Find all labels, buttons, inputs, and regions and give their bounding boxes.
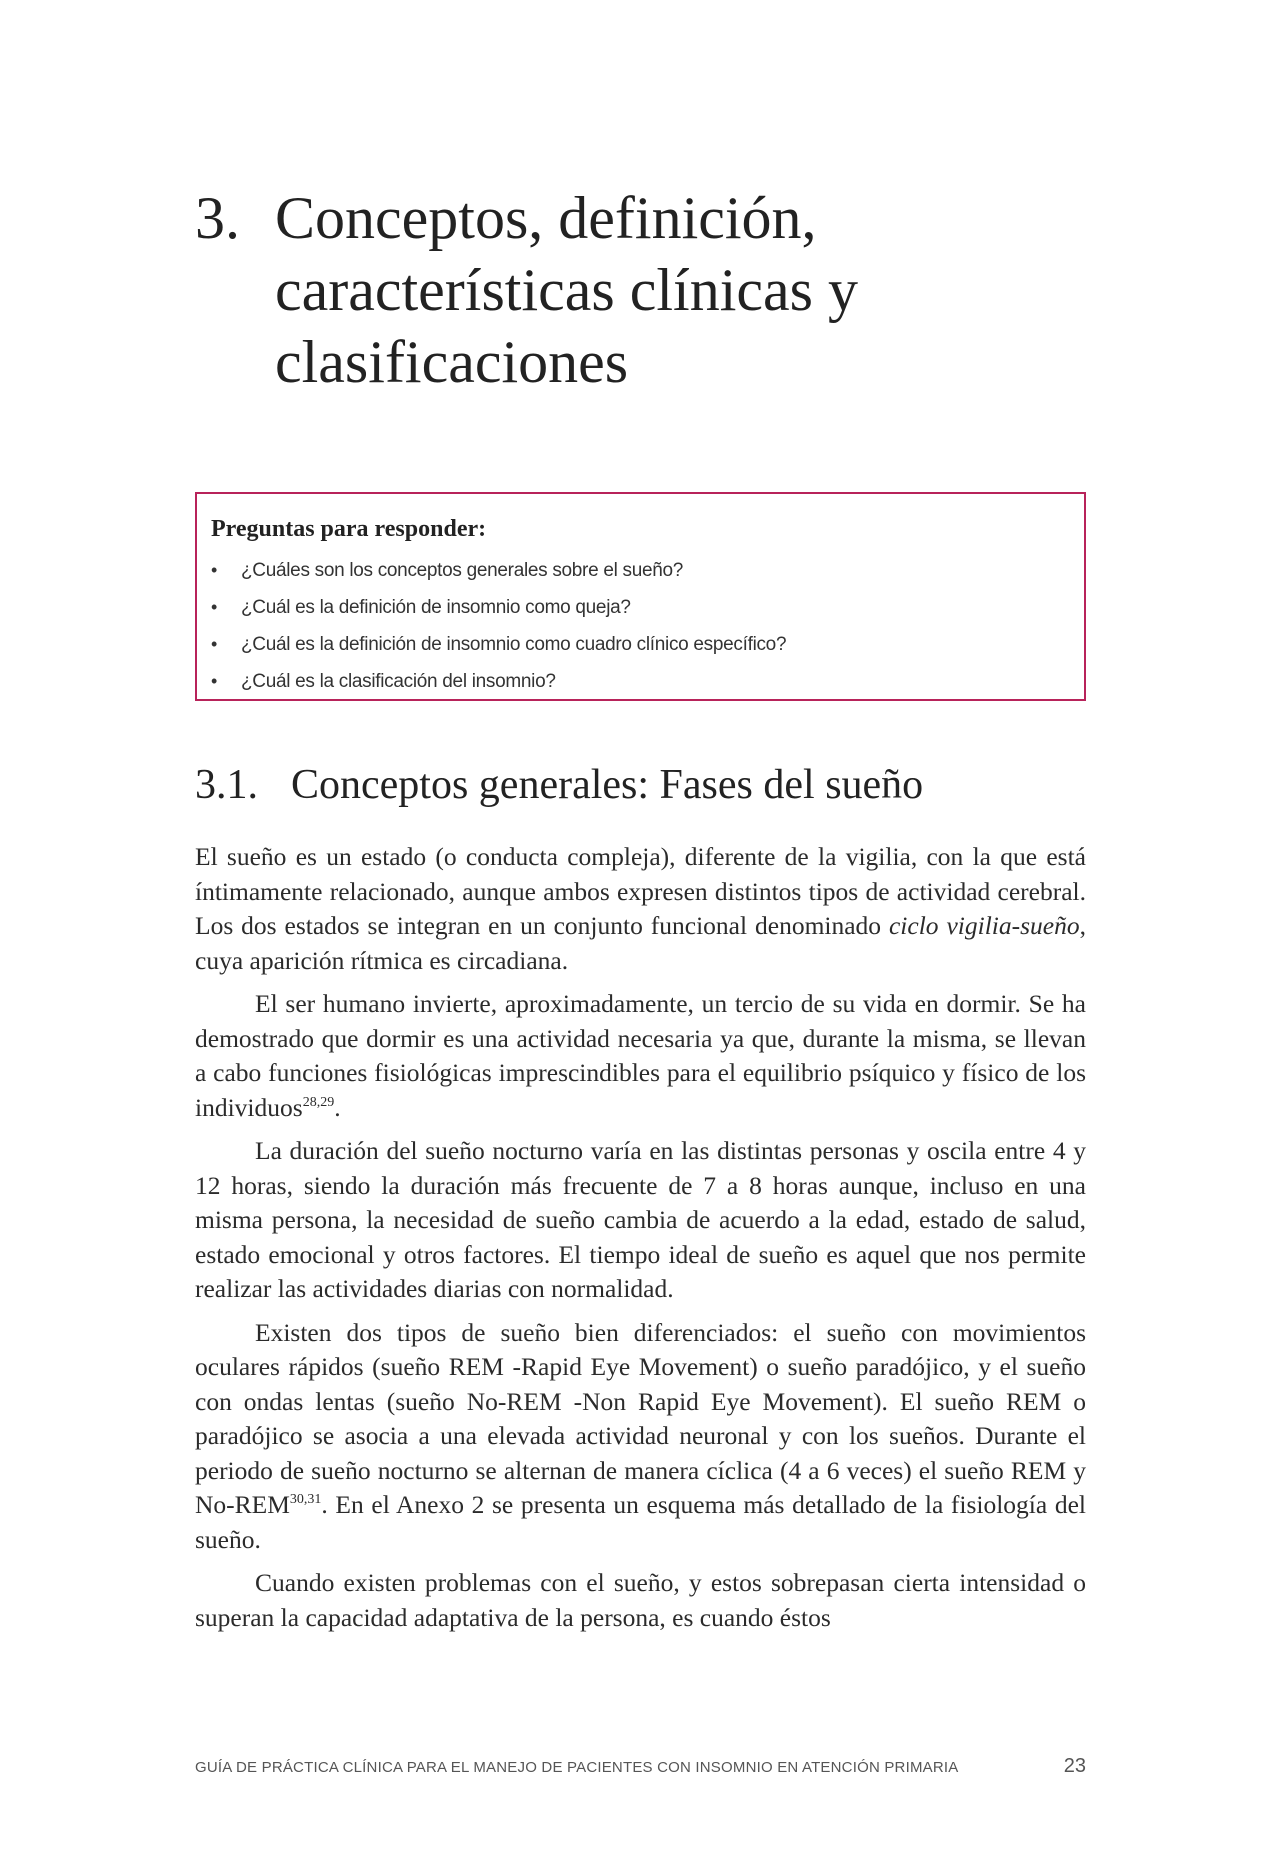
citation-ref: 30,31 (289, 1492, 322, 1507)
page-number: 23 (1063, 1755, 1086, 1777)
bullet-icon: • (211, 634, 218, 654)
section-title (195, 760, 1095, 810)
paragraph-4 (195, 1316, 1086, 1558)
paragraph-text: , cuya aparición rítmica es circadiana. (195, 911, 1086, 975)
body-text (195, 840, 1086, 1644)
chapter-number: 3. (195, 185, 240, 251)
paragraph-2 (195, 987, 1086, 1125)
citation-ref: 28,29 (302, 1094, 335, 1110)
question-item (211, 589, 1070, 626)
question-text: ¿Cuál es la definición de insomnio como queja? (241, 597, 631, 618)
chapter-title (195, 182, 1095, 398)
footer-title: GUÍA DE PRÁCTICA CLÍNICA PARA EL MANEJO DE PACIENTES CON INSOMNIO EN ATENCIÓN PRIMARIA (195, 1759, 959, 1776)
questions-list (211, 552, 1070, 700)
chapter-title-text: Conceptos, definición, características clínicas y clasificaciones (275, 185, 859, 395)
paragraph-5: Cuando existen problemas con el sueño, y estos sobrepasan cierta intensidad o superan la capacidad adaptativa de la persona, es cuando éstos (195, 1568, 1086, 1632)
question-text: ¿Cuál es la clasificación del insomnio? (241, 671, 556, 692)
bullet-icon: • (211, 671, 218, 691)
paragraph-text: . (334, 1092, 341, 1122)
bullet-icon: • (211, 597, 218, 617)
questions-box (195, 492, 1086, 701)
question-text: ¿Cuáles son los conceptos generales sobre el sueño? (241, 560, 684, 581)
question-item (211, 626, 1070, 663)
question-text: ¿Cuál es la definición de insomnio como cuadro clínico específico? (241, 634, 787, 655)
bullet-icon: • (211, 560, 218, 580)
paragraph-text: Existen dos tipos de sueño bien diferenciados: el sueño con movimientos oculares rápidos (sueño REM -Rapid Eye Movement) o sueño paradójico, y el sueño con ondas lentas (sueño No-REM -Non Rapid Eye Movement). El sueño REM o paradójico se asocia a una elevada actividad neuronal y con los sueños. Durante el periodo de sueño nocturno se alternan de manera cíclica (4 a 6 veces) el sueño REM y No-REM (195, 1317, 1086, 1519)
paragraph-text: . En el Anexo 2 se presenta un esquema más detallado de la fisiología del sueño. (195, 1490, 1086, 1554)
emphasis-text: ciclo vigilia-sueño (888, 911, 1080, 940)
paragraph-3: La duración del sueño nocturno varía en las distintas personas y oscila entre 4 y 12 horas, siendo la duración más frecuente de 7 a 8 horas aunque, incluso en una misma persona, la necesidad de sueño cambia de acuerdo a la edad, estado de salud, estado emocional y otros factores. El tiempo ideal de sueño es aquel que nos permite realizar las actividades diarias con normalidad. (195, 1136, 1086, 1303)
paragraph-text: El ser humano invierte, aproximadamente, un tercio de su vida en dormir. Se ha demostrado que dormir es una actividad necesaria ya que, durante la misma, se llevan a cabo funciones fisiológicas imprescindibles para el equilibrio psíquico y físico de los individuos (195, 989, 1086, 1122)
section-number: 3.1. (195, 762, 258, 808)
paragraph-1 (195, 840, 1086, 978)
question-item (211, 663, 1070, 700)
section-title-text: Conceptos generales: Fases del sueño (291, 762, 924, 808)
question-item (211, 552, 1070, 589)
paragraph-text: El sueño es un estado (o conducta compleja), diferente de la vigilia, con la que está íntimamente relacionado, aunque ambos expresen distintos tipos de actividad cerebral. Los dos estados se integran en un conjunto funcional denominado (195, 842, 1086, 940)
questions-heading: Preguntas para responder: (211, 516, 487, 542)
